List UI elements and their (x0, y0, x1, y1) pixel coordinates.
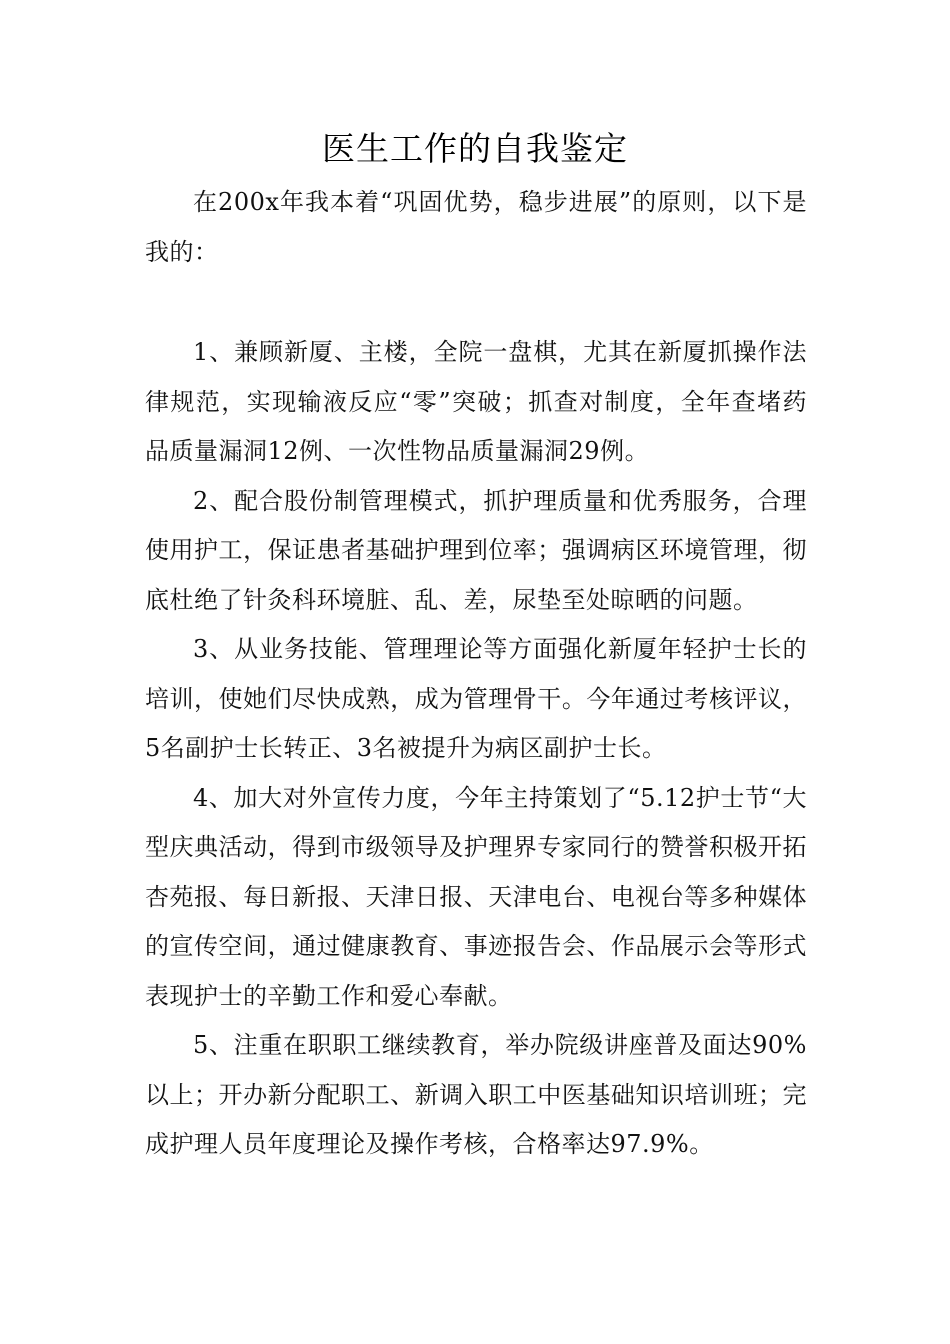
list-item: 2、配合股份制管理模式，抓护理质量和优秀服务，合理使用护工，保证患者基础护理到位率；强调病区环境管理，彻底杜绝了针灸科环境脏、乱、差，尿垫至处晾晒的问题。 (145, 486, 807, 614)
intro-block (145, 178, 807, 277)
document-title: 医生工作的自我鉴定 (322, 129, 628, 168)
list-item: 5、注重在职职工继续教育，举办院级讲座普及面达90%以上；开办新分配职工、新调入职工中医基础知识培训班；完成护理人员年度理论及操作考核，合格率达97.9%。 (145, 1031, 807, 1158)
list-item: 1、兼顾新厦、主楼，全院一盘棋，尤其在新厦抓操作法律规范，实现输液反应“零”突破；抓查对制度，全年查堵药品质量漏洞12例、一次性物品质量漏洞29例。 (145, 338, 807, 465)
items-block (145, 328, 807, 1170)
intro-paragraph: 在200x年我本着“巩固优势，稳步进展”的原则，以下是我的： (145, 188, 807, 266)
list-item: 4、加大对外宣传力度，今年主持策划了“5.12护士节“大型庆典活动，得到市级领导及护理界专家同行的赞誉积极开拓杏苑报、每日新报、天津日报、天津电台、电视台等多种媒体的宣传空间，通过健康教育、事迹报告会、作品展示会等形式表现护士的辛勤工作和爱心奉献。 (145, 783, 807, 1010)
list-item: 3、从业务技能、管理理论等方面强化新厦年轻护士长的培训，使她们尽快成熟，成为管理骨干。今年通过考核评议，5名副护士长转正、3名被提升为病区副护士长。 (145, 635, 807, 762)
